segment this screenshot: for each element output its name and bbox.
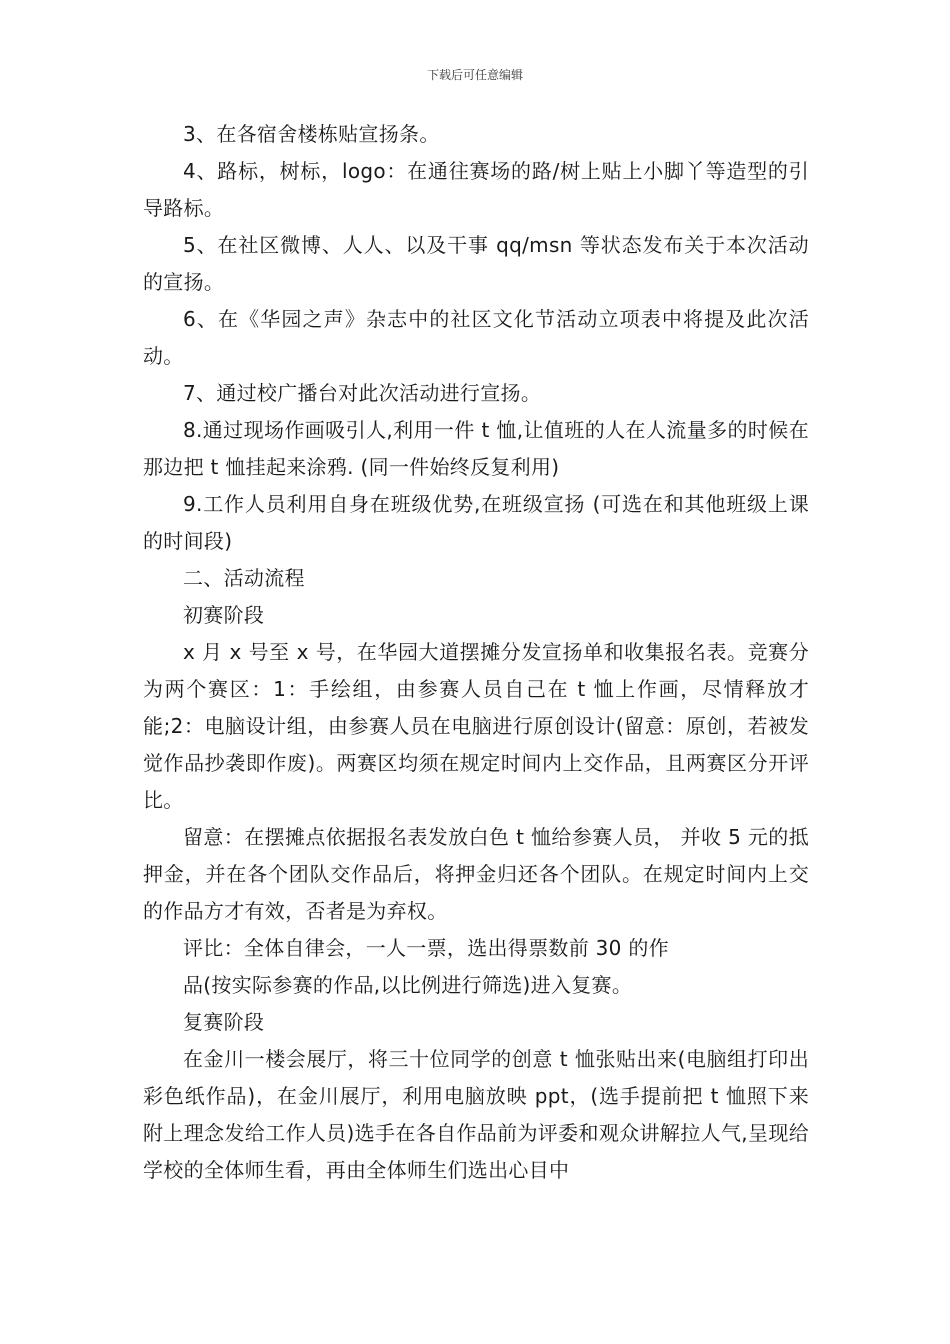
paragraph-5: 7、通过校广播台对此次活动进行宣扬。: [183, 381, 542, 405]
document-body: [143, 116, 809, 1189]
paragraph-2: 4、路标，树标，logo：在通往赛场的路/树上贴上小脚丫等造型的引导路标。: [143, 159, 809, 220]
paragraph-1: 3、在各宿舍楼栋贴宣扬条。: [183, 122, 440, 146]
subheading-rematch: 复赛阶段: [183, 1010, 265, 1034]
subheading-preliminary: 初赛阶段: [183, 603, 265, 627]
paragraph-3: 5、在社区微博、人人、以及干事 qq/msn 等状态发布关于本次活动的宣扬。: [143, 233, 809, 294]
paragraph-judging: 评比：全体自律会，一人一票，选出得票数前 30 的作: [183, 936, 669, 960]
paragraph-note: 留意：在摆摊点依据报名表发放白色 t 恤给参赛人员， 并收 5 元的抵押金，并在各个团队交作品后，将押金归还各个团队。在规定时间内上交的作品方才有效，否者是为弃权。: [143, 825, 809, 923]
paragraph-7: 9.工作人员利用自身在班级优势,在班级宣扬 (可选在和其他班级上课的时间段): [143, 492, 809, 553]
section-heading: 二、活动流程: [183, 566, 305, 590]
paragraph-preliminary: x 月 x 号至 x 号，在华园大道摆摊分发宣扬单和收集报名表。竞赛分为两个赛区：1：手绘组，由参赛人员自己在 t 恤上作画，尽情释放才能;2：电脑设计组，由参赛人员在电脑进行原创设计(留意：原创，若被发觉作品抄袭即作废)。两赛区均须在规定时间内上交作品，且两赛区分开评比。: [143, 640, 809, 812]
paragraph-6: 8.通过现场作画吸引人,利用一件 t 恤,让值班的人在人流量多的时候在那边把 t 恤挂起来涂鸦. (同一件始终反复利用): [143, 418, 809, 479]
paragraph-4: 6、在《华园之声》杂志中的社区文化节活动立项表中将提及此次活动。: [143, 307, 809, 368]
page-header: 下载后可任意编辑: [426, 68, 523, 82]
paragraph-judging-cont: 品(按实际参赛的作品,以比例进行筛选)进入复赛。: [183, 973, 633, 997]
paragraph-rematch: 在金川一楼会展厅，将三十位同学的创意 t 恤张贴出来(电脑组打印出彩色纸作品)，在金川展厅，利用电脑放映 ppt，(选手提前把 t 恤照下来 附上理念发给工作人员)选手在各自作品前为评委和观众讲解拉人气,呈现给学校的全体师生看，再由全体师生们选出心目中: [143, 1047, 809, 1182]
